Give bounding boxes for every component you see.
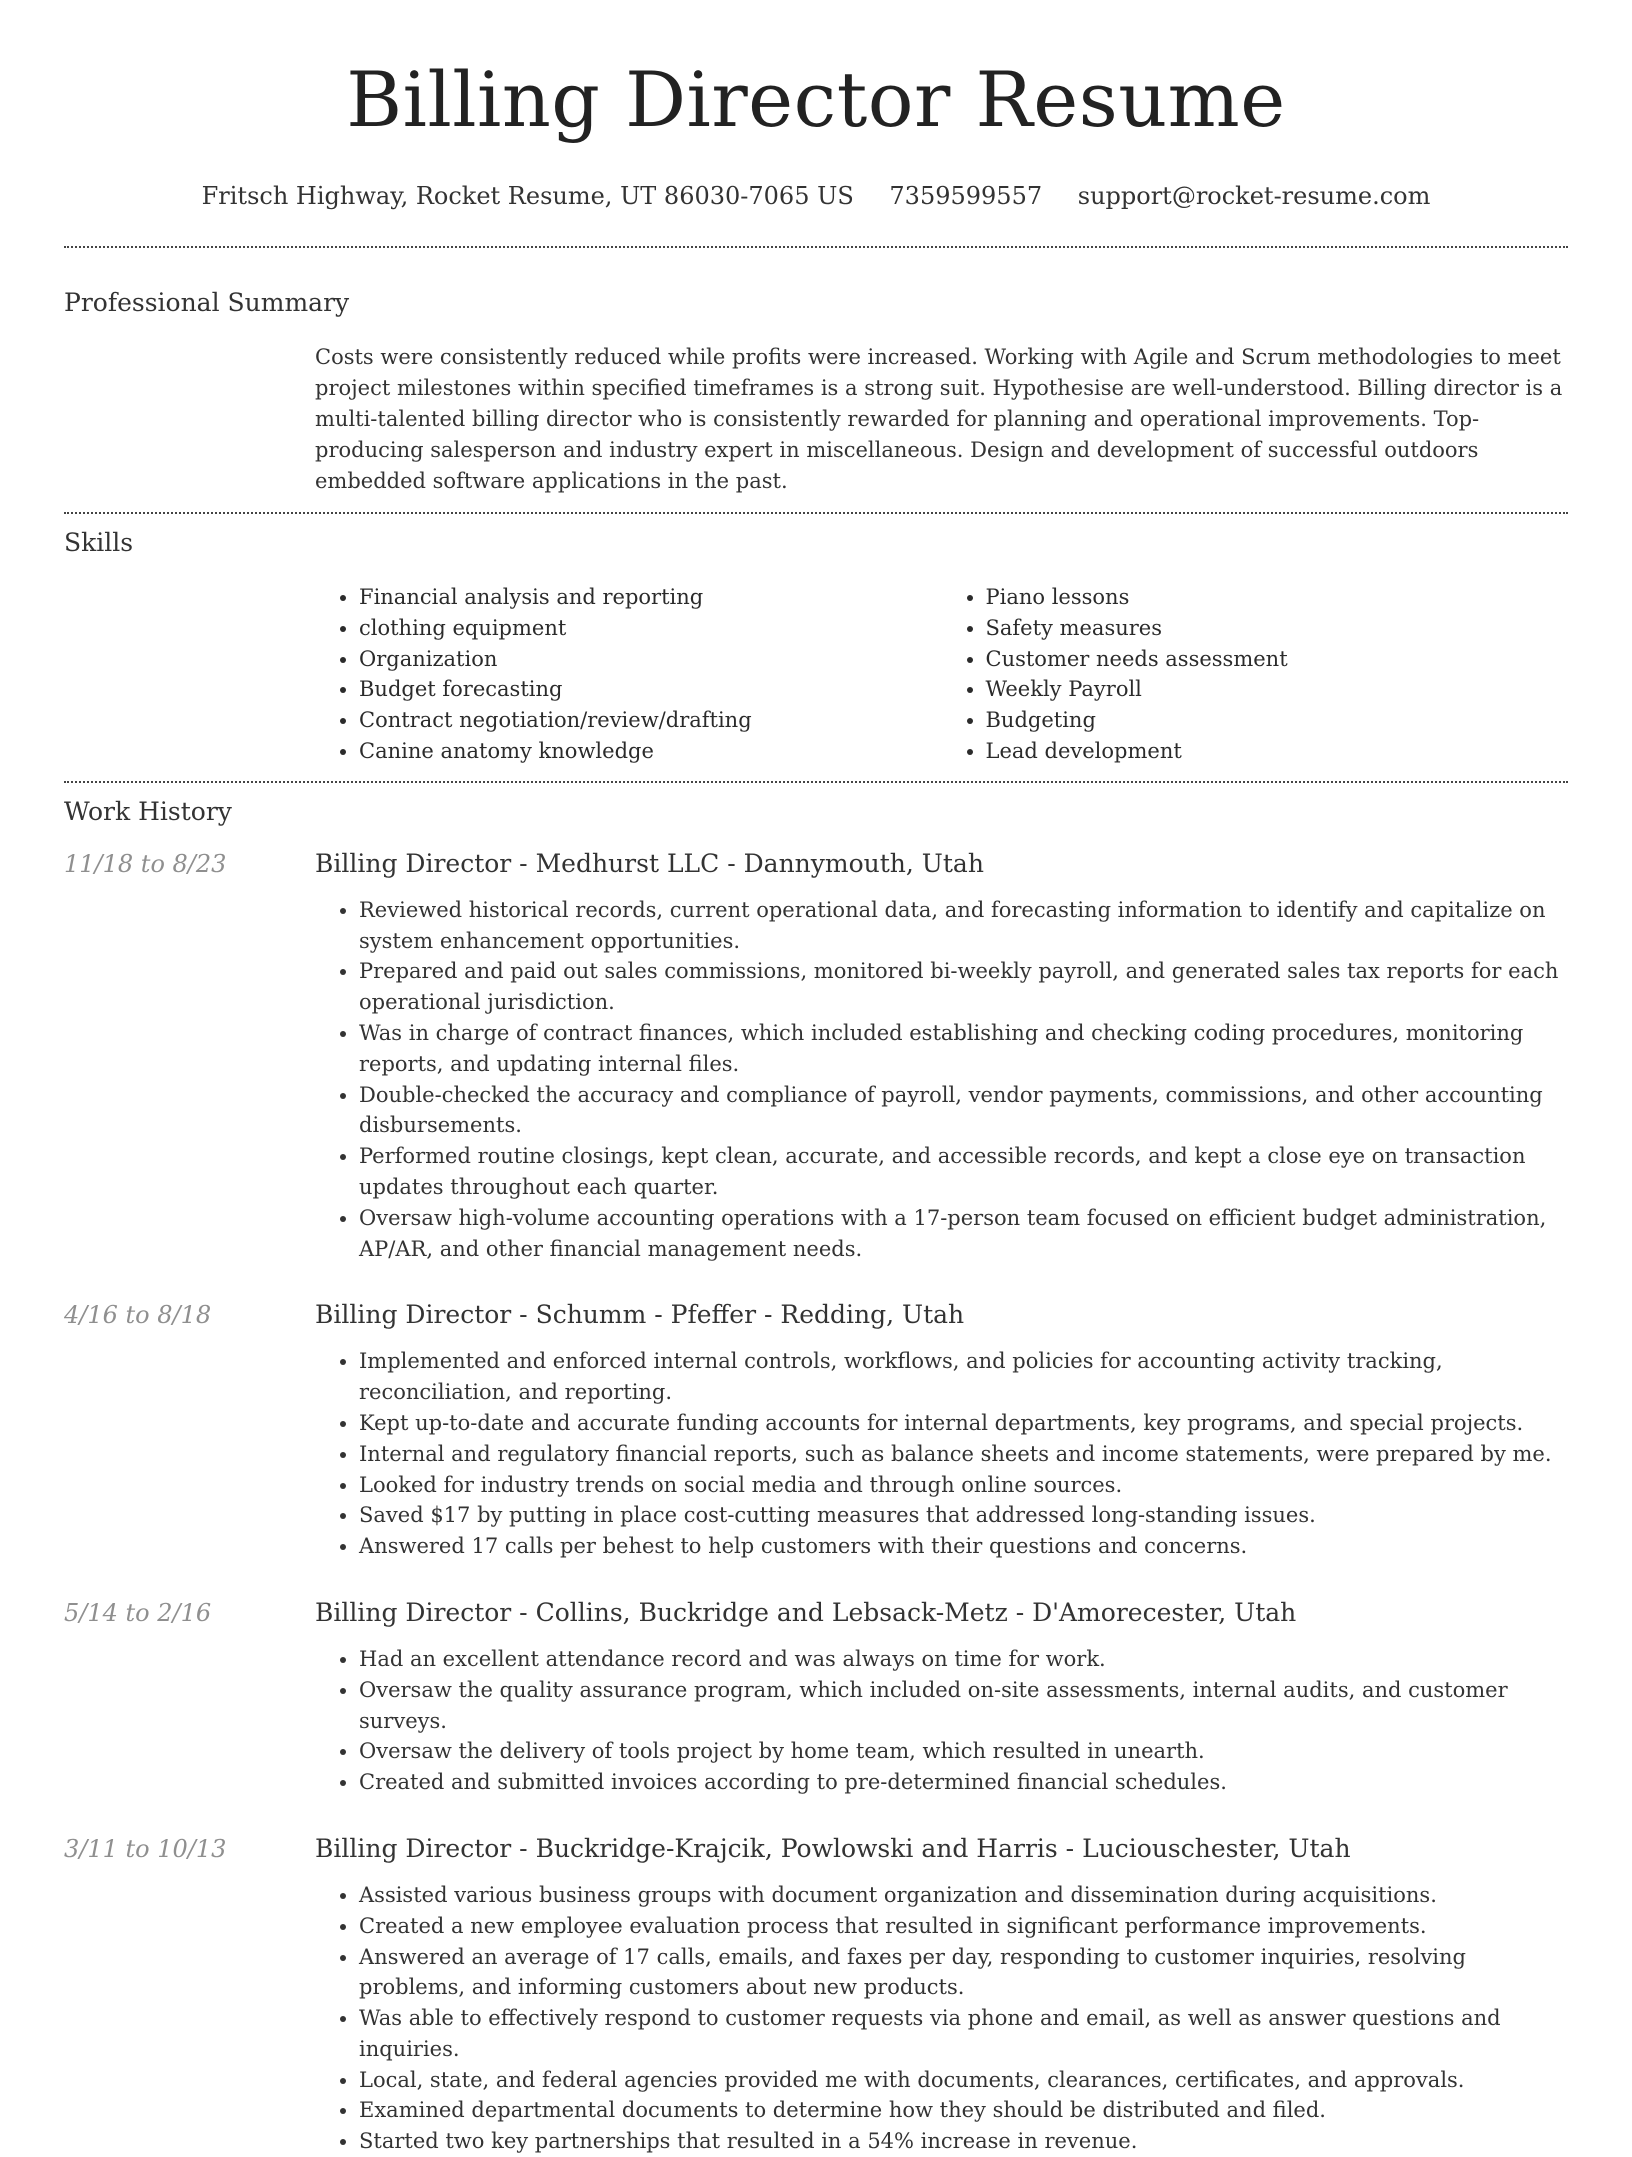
summary-heading: Professional Summary bbox=[64, 288, 350, 317]
resume-title: Billing Director Resume bbox=[346, 55, 1286, 144]
skill-item: • Lead development bbox=[986, 736, 1569, 767]
job-bullet: • Created and submitted invoices according to pre-determined financial schedules. bbox=[359, 1767, 1568, 1798]
skill-item: • Weekly Payroll bbox=[986, 674, 1569, 705]
skills-section bbox=[64, 526, 1568, 781]
skill-item: • Safety measures bbox=[986, 613, 1569, 644]
skill-item: • Canine anatomy knowledge bbox=[359, 736, 942, 767]
job-bullets bbox=[315, 1880, 1568, 2157]
job-dates: 11/18 to 8/23 bbox=[64, 849, 227, 878]
skills-list-left bbox=[315, 582, 942, 767]
skill-item: • Financial analysis and reporting bbox=[359, 582, 942, 613]
job-entry bbox=[64, 1832, 1568, 2157]
job-title: Billing Director - Collins, Buckridge and Lebsack-Metz - D'Amorecester, Utah bbox=[315, 1597, 1297, 1627]
job-bullets bbox=[315, 1644, 1568, 1798]
job-entry bbox=[64, 1298, 1568, 1562]
job-bullet: • Reviewed historical records, current operational data, and forecasting information to identify and capitalize on system enhancement opportunities. bbox=[359, 895, 1568, 957]
job-bullet: • Looked for industry trends on social media and through online sources. bbox=[359, 1470, 1568, 1501]
job-bullet: • Examined departmental documents to determine how they should be distributed and filed. bbox=[359, 2095, 1568, 2126]
skill-item: • Budgeting bbox=[986, 705, 1569, 736]
summary-section bbox=[64, 286, 1568, 512]
contact-line bbox=[64, 180, 1568, 212]
job-header bbox=[64, 1832, 1568, 1866]
job-title: Billing Director - Medhurst LLC - Dannymouth, Utah bbox=[315, 848, 984, 878]
job-bullet: • Was able to effectively respond to customer requests via phone and email, as well as answer questions and inquiries. bbox=[359, 2003, 1568, 2065]
divider bbox=[64, 246, 1568, 248]
job-dates: 4/16 to 8/18 bbox=[64, 1301, 212, 1330]
job-bullet: • Internal and regulatory financial reports, such as balance sheets and income statements, were prepared by me. bbox=[359, 1439, 1568, 1470]
contact-email: support@rocket-resume.com bbox=[1077, 182, 1431, 210]
skill-item: • Piano lessons bbox=[986, 582, 1569, 613]
job-entry bbox=[64, 1596, 1568, 1798]
job-bullets bbox=[315, 1346, 1568, 1562]
contact-address: Fritsch Highway, Rocket Resume, UT 86030-7065 US bbox=[201, 182, 854, 210]
job-dates: 5/14 to 2/16 bbox=[64, 1598, 212, 1627]
work-section bbox=[64, 795, 1568, 2157]
skills-list-right bbox=[942, 582, 1569, 767]
job-bullet: • Had an excellent attendance record and was always on time for work. bbox=[359, 1644, 1568, 1675]
job-bullet: • Oversaw the quality assurance program, which included on-site assessments, internal audits, and customer surveys. bbox=[359, 1675, 1568, 1737]
job-bullet: • Oversaw the delivery of tools project by home team, which resulted in unearth. bbox=[359, 1736, 1568, 1767]
divider bbox=[64, 512, 1568, 514]
job-bullet: • Prepared and paid out sales commissions, monitored bi-weekly payroll, and generated sales tax reports for each operational jurisdiction. bbox=[359, 956, 1568, 1018]
job-title: Billing Director - Buckridge-Krajcik, Powlowski and Harris - Luciouschester, Utah bbox=[315, 1833, 1351, 1863]
job-dates: 3/11 to 10/13 bbox=[64, 1834, 227, 1863]
job-bullet: • Oversaw high-volume accounting operations with a 17-person team focused on efficient budget administration, AP/AR, and other financial management needs. bbox=[359, 1203, 1568, 1265]
contact-phone: 7359599557 bbox=[889, 182, 1043, 210]
job-bullet: • Double-checked the accuracy and compliance of payroll, vendor payments, commissions, and other accounting disbursements. bbox=[359, 1080, 1568, 1142]
summary-text: Costs were consistently reduced while profits were increased. Working with Agile and Scrum methodologies to meet project milestones within specified timeframes is a strong suit. Hypothesise are well-understood. Billing director is a multi-talented billing director who is consistently rewarded for planning and operational improvements. Top-producing salesperson and industry expert in miscellaneous. Design and development of successful outdoors embedded software applications in the past. bbox=[315, 345, 1563, 493]
job-bullet: • Performed routine closings, kept clean, accurate, and accessible records, and kept a close eye on transaction updates throughout each quarter. bbox=[359, 1141, 1568, 1203]
work-heading: Work History bbox=[64, 796, 232, 826]
job-bullet: • Was in charge of contract finances, which included establishing and checking coding procedures, monitoring reports, and updating internal files. bbox=[359, 1018, 1568, 1080]
skill-item: • Organization bbox=[359, 644, 942, 675]
job-bullet: • Assisted various business groups with document organization and dissemination during acquisitions. bbox=[359, 1880, 1568, 1911]
job-bullet: • Answered an average of 17 calls, emails, and faxes per day, responding to customer inquiries, resolving problems, and informing customers about new products. bbox=[359, 1942, 1568, 2004]
skill-item: • clothing equipment bbox=[359, 613, 942, 644]
job-header bbox=[64, 1596, 1568, 1630]
job-bullet: • Implemented and enforced internal controls, workflows, and policies for accounting activity tracking, reconciliation, and reporting. bbox=[359, 1346, 1568, 1408]
job-bullet: • Started two key partnerships that resulted in a 54% increase in revenue. bbox=[359, 2126, 1568, 2157]
skills-heading: Skills bbox=[64, 528, 134, 557]
job-bullet: • Saved $17 by putting in place cost-cutting measures that addressed long-standing issues. bbox=[359, 1500, 1568, 1531]
skills-columns bbox=[315, 582, 1568, 781]
divider bbox=[64, 781, 1568, 783]
skill-item: • Budget forecasting bbox=[359, 674, 942, 705]
job-header bbox=[64, 847, 1568, 881]
skill-item: • Contract negotiation/review/drafting bbox=[359, 705, 942, 736]
job-bullets bbox=[315, 895, 1568, 1265]
job-header bbox=[64, 1298, 1568, 1332]
skill-item: • Customer needs assessment bbox=[986, 644, 1569, 675]
job-entry bbox=[64, 847, 1568, 1265]
job-bullet: • Created a new employee evaluation process that resulted in significant performance improvements. bbox=[359, 1911, 1568, 1942]
job-bullet: • Local, state, and federal agencies provided me with documents, clearances, certificates, and approvals. bbox=[359, 2065, 1568, 2096]
job-title: Billing Director - Schumm - Pfeffer - Redding, Utah bbox=[315, 1300, 965, 1330]
job-bullet: • Answered 17 calls per behest to help customers with their questions and concerns. bbox=[359, 1531, 1568, 1562]
job-bullet: • Kept up-to-date and accurate funding accounts for internal departments, key programs, and special projects. bbox=[359, 1408, 1568, 1439]
